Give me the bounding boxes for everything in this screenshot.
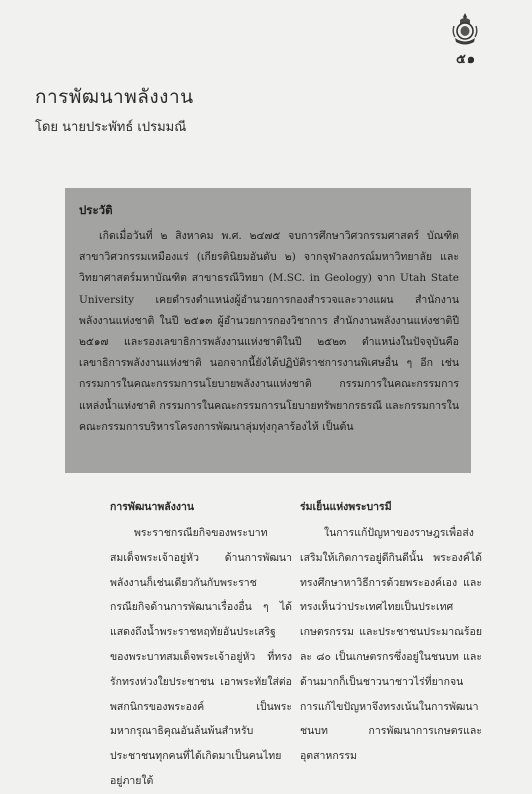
royal-emblem-icon <box>452 12 478 46</box>
left-column-text: พระราชกรณียกิจของพระบาทสมเด็จพระเจ้าอยู่หัว ด้านการพัฒนาพลังงานก็เช่นเดียวกันกับพระราชกรณียกิจด้านการพัฒนาเรื่องอื่น ๆ ได้แสดงถึงน้ำพระราชหฤทัยอันประเสริฐของพระบาทสมเด็จพระเจ้าอยู่หัว ที่ทรงรักทรงห่วงใยประชาชน เอาพระทัยใส่ต่อพสกนิกรของพระองค์ เป็นพระมหากรุณาธิคุณอันล้นพ้นสำหรับประชาชนทุกคนที่ได้เกิดมาเป็นคนไทย อยู่ภายใต้ <box>110 527 292 787</box>
right-column-heading: ร่มเย็นแห่งพระบารมี <box>300 501 392 513</box>
article-title: การพัฒนาพลังงาน <box>35 86 194 108</box>
right-column <box>300 496 482 769</box>
left-column <box>110 496 292 794</box>
article-author: โดย นายประพัทธ์ เปรมมณี <box>35 120 187 135</box>
author-profile-box <box>65 188 471 473</box>
right-column-text: ในการแก้ปัญหาของราษฎรเพื่อส่งเสริมให้เกิดการอยู่ดีกินดีนั้น พระองค์ได้ทรงศึกษาหาวิธีการด้วยพระองค์เอง และทรงเห็นว่าประเทศไทยเป็นประเทศเกษตรกรรม และประชาชนประมาณร้อยละ ๘๐ เป็นเกษตรกรซึ่งอยู่ในชนบท และด้านมากก็เป็นชาวนาชาวไร่ที่ยากจน การแก้ไขปัญหาจึงทรงเน้นในการพัฒนาชนบท การพัฒนาการเกษตรและอุตสาหกรรม <box>300 527 482 763</box>
profile-body: เกิดเมื่อวันที่ ๒ สิงหาคม พ.ศ. ๒๔๗๕ จบการศึกษาวิศวกรรมศาสตร์ บัณฑิต สาขาวิศวกรรมเหมืองแร่ (เกียรตินิยมอันดับ ๒) จากจุฬาลงกรณ์มหาวิทยาลัย และวิทยาศาสตร์มหาบัณฑิต สาขาธรณีวิทยา (M.SC. in Geology) จาก Utah State University เคยดำรงตำแหน่งผู้อำนวยการกองสำรวจและวางแผน สำนักงานพลังงานแห่งชาติ ในปี ๒๕๑๓ ผู้อำนวยการกองวิชาการ สำนักงานพลังงานแห่งชาติปี ๒๕๑๗ และรองเลขาธิการพลังงานแห่งชาติในปี ๒๕๒๓ ตำแหน่งในปัจจุบันคือ เลขาธิการพลังงานแห่งชาติ นอกจากนี้ยังได้ปฏิบัติราชการงานพิเศษอื่น ๆ อีก เช่น กรรมการในคณะกรรมการนโยบายพลังงานแห่งชาติ กรรมการในคณะกรรมการแหล่งน้ำแห่งชาติ กรรมการในคณะกรรมการนโยบายทรัพยากรธรณี และกรรมการในคณะกรรมการบริหารโครงการพัฒนาลุ่มทุ่งกุลาร้องไห้ เป็นต้น <box>79 230 459 433</box>
page-number: ๕๑ <box>455 52 477 67</box>
section-heading: การพัฒนาพลังงาน <box>110 501 195 513</box>
profile-heading: ประวัติ <box>79 203 113 217</box>
